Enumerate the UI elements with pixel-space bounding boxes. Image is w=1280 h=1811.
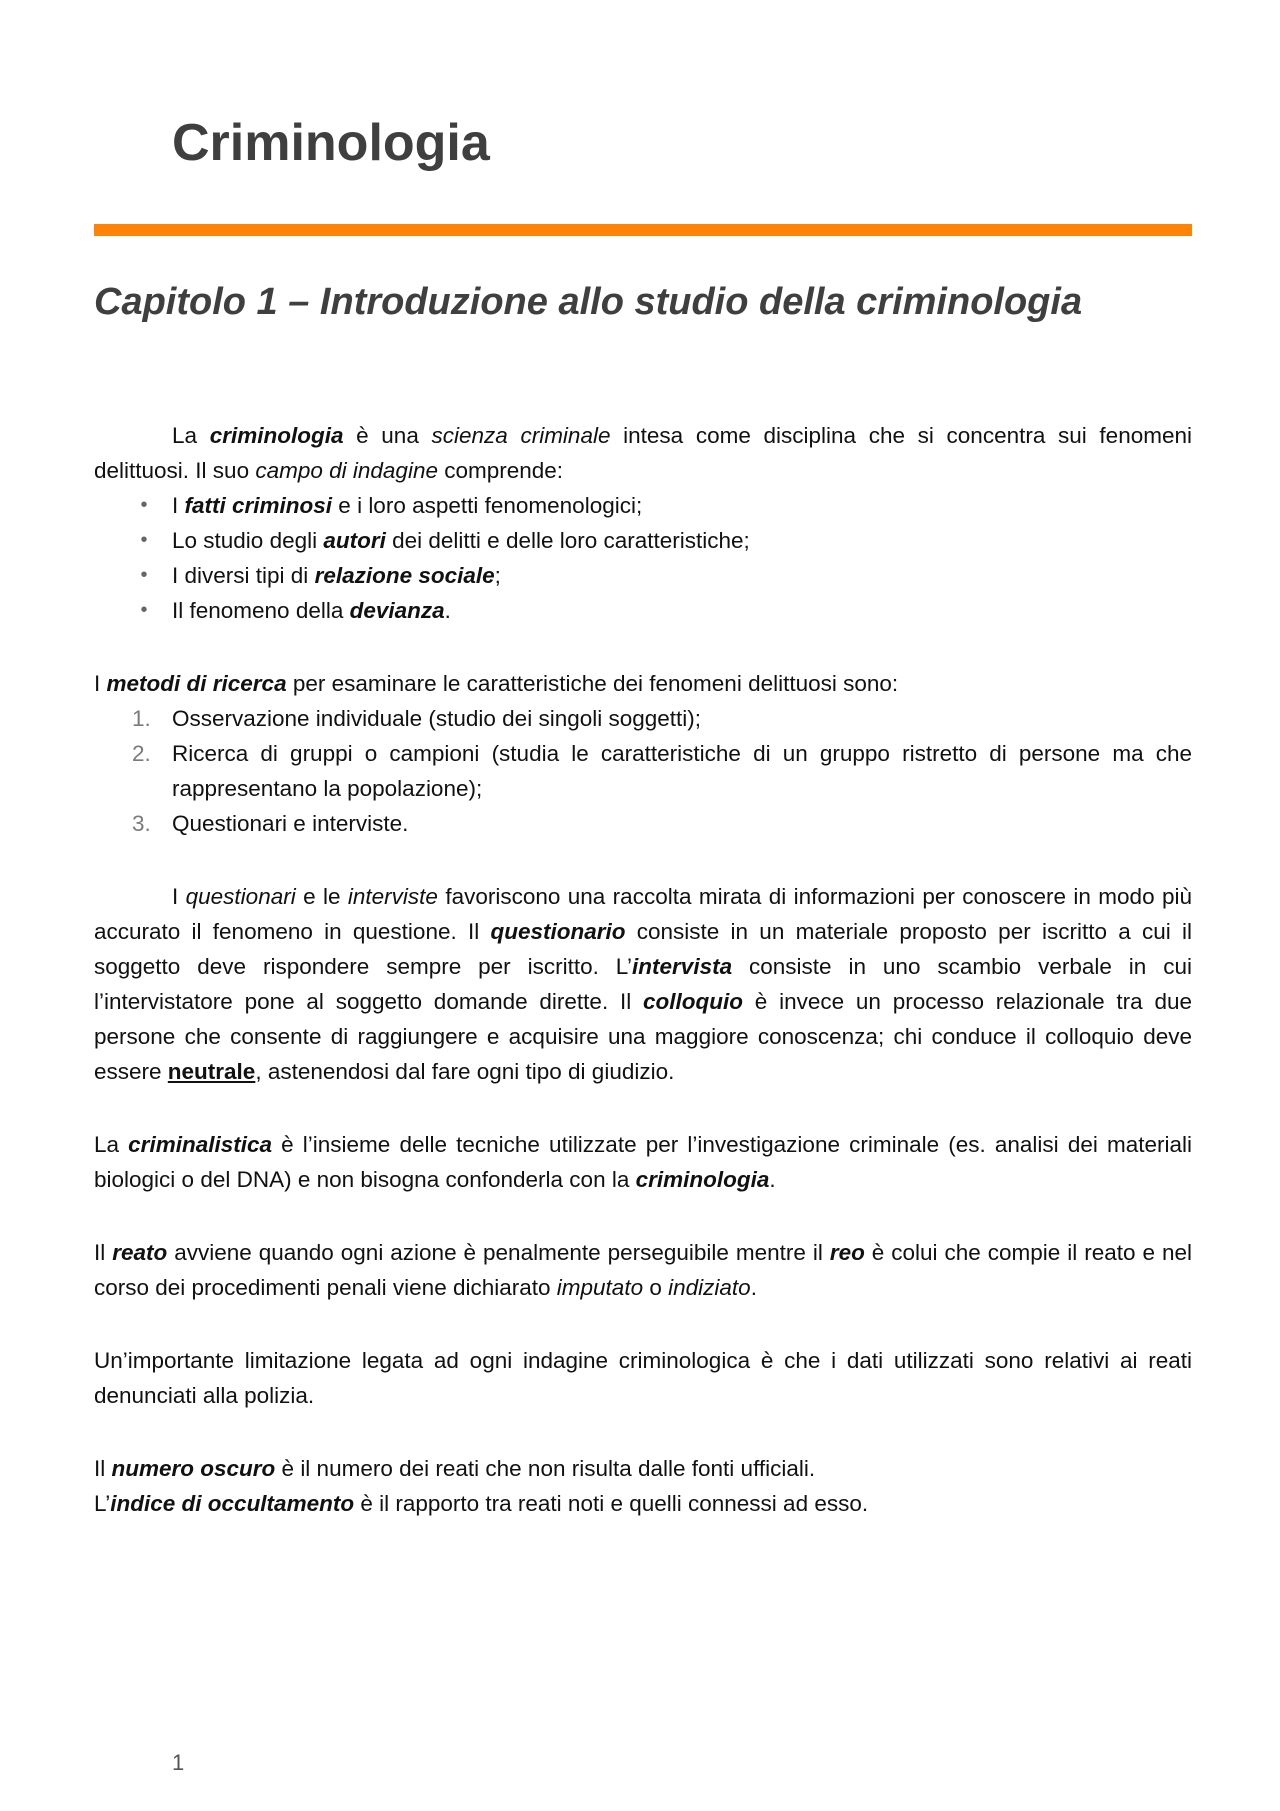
list-term: autori [323,528,386,553]
text-run: Il fenomeno della [172,598,350,623]
text-run: comprende: [437,458,564,483]
term-criminologia: criminologia [635,1167,770,1192]
term-campo-di-indagine: campo di indagine [255,458,438,483]
chapter-heading: Capitolo 1 – Introduzione allo studio della criminologia [94,281,1083,323]
text-run: ; [494,563,501,588]
list-term: relazione sociale [314,563,495,588]
text-run: Lo studio degli [172,528,324,553]
text-run: Il [94,1240,113,1265]
text-run: Ricerca di gruppi o campioni (studia le caratteristiche di un gruppo ristretto di persone ma che rappresentano la popolazione); [172,741,1192,801]
list-item [94,558,1192,593]
title-divider [94,224,1192,236]
limitation-paragraph: Un’importante limitazione legata ad ogni indagine criminologica è che i dati utilizzati sono relativi ai reati denunciati alla polizia. [94,1348,1192,1408]
list-item [94,523,1192,558]
text-run: , astenendosi dal fare ogni tipo di giudizio. [255,1059,675,1084]
text-run: è invece un processo relazionale tra due persone che consente di raggiungere e acquisire una maggiore conoscenza; chi conduce il colloquio deve essere [94,989,1192,1084]
text-run: I [172,884,186,909]
bullet-icon: • [140,529,148,551]
text-run: . [444,598,451,623]
questionnaires-paragraph [94,879,1192,1089]
text-run: consiste in uno scambio verbale in cui l’intervistatore pone al soggetto domande dirette. Il [94,954,1192,1014]
term-questionario: questionario [490,919,626,944]
term-reo: reo [829,1240,865,1265]
text-run: Il [94,1456,112,1481]
text-run: La [172,423,210,448]
concealment-paragraph [94,1486,1192,1521]
term-criminalistica: criminalistica [128,1132,272,1157]
list-number: 2. [132,741,151,766]
text-run: è una [343,423,432,448]
list-term: devianza [349,598,445,623]
text-run: è il rapporto tra reati noti e quelli connessi ad esso. [354,1491,869,1516]
bullet-icon: • [140,564,148,586]
text-run: L’ [94,1491,111,1516]
list-term: fatti criminosi [184,493,333,518]
term-metodi-di-ricerca: metodi di ricerca [106,671,287,696]
list-number: 3. [132,811,151,836]
text-run: dei delitti e delle loro caratteristiche; [385,528,750,553]
text-run: e le [295,884,348,909]
text-run: I diversi tipi di [172,563,315,588]
text-run: avviene quando ogni azione è penalmente perseguibile mentre il [167,1240,830,1265]
bullet-icon: • [140,494,148,516]
list-item [94,736,1192,806]
text-run: . [750,1275,757,1300]
dark-number-paragraph [94,1451,1192,1486]
text-run: I [172,493,185,518]
list-number: 1. [132,706,151,731]
term-questionari: questionari [185,884,296,909]
text-run: o [643,1275,669,1300]
text-run: Questionari e interviste. [172,811,409,836]
text-run: . [769,1167,776,1192]
document-body [94,418,1192,1521]
document-title: Criminologia [172,114,490,172]
term-scienza-criminale: scienza criminale [431,423,611,448]
field-bullet-list [94,488,1192,628]
term-imputato: imputato [556,1275,644,1300]
term-neutrale: neutrale [167,1059,256,1084]
term-indiziato: indiziato [668,1275,751,1300]
intro-paragraph [94,418,1192,488]
text-run: è l’insieme delle tecniche utilizzate per l’investigazione criminale (es. analisi dei materiali biologici o del DNA) e non bisogna confonderla con la [94,1132,1192,1192]
page-number: 1 [172,1750,185,1775]
text-run: è il numero dei reati che non risulta dalle fonti ufficiali. [275,1456,816,1481]
term-colloquio: colloquio [643,989,744,1014]
text-run: e i loro aspetti fenomenologici; [332,493,643,518]
text-run: è colui che compie il reato e nel corso dei procedimenti penali viene dichiarato [94,1240,1192,1300]
bullet-icon: • [140,599,148,621]
criminalistics-paragraph [94,1127,1192,1197]
text-run: per esaminare le caratteristiche dei fenomeni delittuosi sono: [286,671,899,696]
list-item [94,806,1192,841]
list-item [94,701,1192,736]
methods-paragraph [94,666,1192,701]
text-run: intesa come disciplina che si concentra sui fenomeni delittuosi. Il suo [94,423,1192,483]
term-criminologia: criminologia [209,423,344,448]
text-run: Osservazione individuale (studio dei singoli soggetti); [172,706,702,731]
term-intervista: intervista [632,954,733,979]
crime-paragraph [94,1235,1192,1305]
text-run: La [94,1132,129,1157]
list-item [94,593,1192,628]
term-interviste: interviste [347,884,438,909]
term-indice-di-occultamento: indice di occultamento [110,1491,355,1516]
text-run: favoriscono una raccolta mirata di informazioni per conoscere in modo più accurato il fenomeno in questione. Il [94,884,1192,944]
methods-numbered-list [94,701,1192,841]
term-numero-oscuro: numero oscuro [111,1456,276,1481]
list-item [94,488,1192,523]
text-run: I [94,671,107,696]
term-reato: reato [112,1240,168,1265]
text-run: consiste in un materiale proposto per iscritto a cui il soggetto deve rispondere sempre per iscritto. L’ [94,919,1192,979]
